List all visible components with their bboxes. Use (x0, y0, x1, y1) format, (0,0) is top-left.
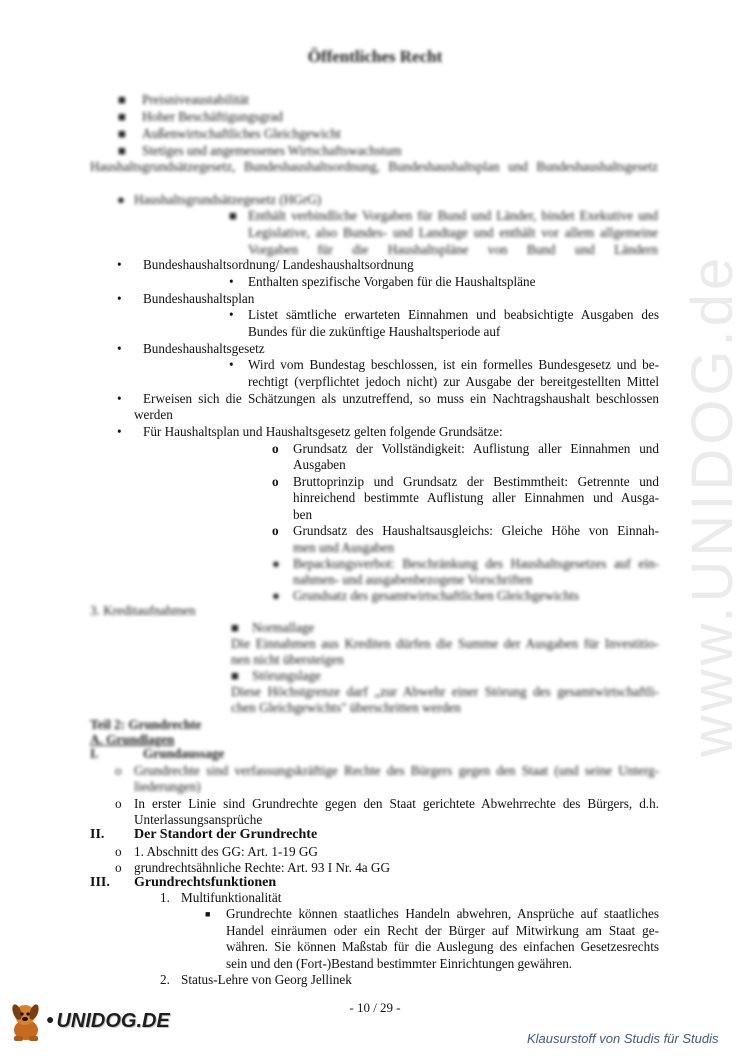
bullet-bhg-desc: • (229, 357, 234, 372)
list-item: Bundeshaushaltsplan (143, 291, 255, 306)
bullet-g5: ● (272, 588, 280, 603)
list-item: Bundes für die zukünftige Haushaltsperiode auf (248, 324, 501, 339)
bullet-standort-2: o (115, 860, 122, 875)
list-item: sein und den (Fort-)Bestand bestimmter Einrichtungen gewähren. (226, 956, 573, 971)
list-item: Diese Höchstgrenze darf „zur Abwehr einer Störung des gesamtwirtschaftli- (231, 684, 659, 699)
list-item: Störungslage (252, 668, 321, 683)
section-heading: Grundaussage (143, 746, 225, 761)
bullet-b4: ■ (118, 143, 126, 158)
list-item: rechtigt (verpflichtet jedoch nicht) zur Ausgabe der bereitgestellten Mittel (248, 374, 659, 389)
bullet-hgrg-desc: ■ (229, 208, 237, 223)
list-item: Hoher Beschäftigungsgrad (142, 109, 283, 124)
section-heading: Der Standort der Grundrechte (134, 827, 318, 842)
page-number: - 10 / 29 - (349, 1000, 401, 1015)
list-item: Grundrechte können staatliches Handeln abwehren, Ansprüche auf staatliches (226, 906, 659, 921)
bullet-g4: ● (272, 556, 280, 571)
list-item: Multifunktionalität (181, 890, 282, 905)
section-heading: 3. Kreditaufnahmen (90, 603, 196, 618)
list-item: Bundeshaushaltsordnung/ Landeshaushaltsordnung (143, 257, 414, 272)
bullet-stoer: ■ (231, 668, 239, 683)
list-item: Grundrechte sind verfassungskräftige Rechte des Bürgers gegen den Staat (und seine Unterg- (134, 763, 659, 778)
list-item: Haushaltsgrundsätzegesetz (HGrG) (134, 192, 322, 207)
list-item: nen nicht übersteigen (231, 652, 344, 667)
bullet-bhp-desc: • (229, 307, 234, 322)
list-item: Die Einnahmen aus Krediten dürfen die Summe der Ausgaben für Investitio- (231, 636, 659, 651)
roman-numeral: III. (90, 875, 110, 890)
section-heading: Grundrechtsfunktionen (134, 875, 277, 890)
dog-mascot-icon (8, 1000, 44, 1042)
list-item: Enthalten spezifische Vorgaben für die Haushaltspläne (248, 274, 536, 289)
bullet-g3: o (272, 523, 279, 538)
bullet-f1-desc: ■ (205, 909, 211, 919)
bullet-bhg: • (117, 341, 122, 356)
part-heading: Teil 2: Grundrechte (90, 717, 202, 732)
list-item: Grundsatz des Haushaltsausgleichs: Gleiche Höhe von Einnah- (293, 523, 659, 538)
list-item: Listet sämtliche erwarteten Einnahmen und beabsichtigte Ausgaben des (248, 307, 659, 322)
roman-numeral: II. (90, 827, 105, 842)
bullet-g1: o (272, 441, 279, 456)
list-item: Wird vom Bundestag beschlossen, ist ein formelles Bundesgesetz und be- (248, 357, 659, 372)
bullet-bhp: • (117, 291, 122, 306)
bullet-b1: ■ (118, 92, 126, 107)
list-item: Unterlassungsansprüche (134, 812, 263, 827)
list-item: Enthält verbindliche Vorgaben für Bund und Länder, bindet Exekutive und Legislative, also Bundes- und Landtage und enthält vor allem allgemeine Vorgaben für die Haushaltspläne von Bund und Ländern (248, 208, 658, 257)
list-item: In erster Linie sind Grundrechte gegen den Staat gerichtete Abwehrrechte des Bürgers, d.h. (134, 796, 659, 811)
list-item: Grundsatz der Vollständigkeit: Auflistung aller Einnahmen und (293, 441, 659, 456)
list-item: chen Gleichgewichts" überschritten werden (231, 700, 461, 715)
list-item: Handel einräumen oder ein Recht der Bürger auf Mitwirkung am Staat ge- (226, 923, 659, 938)
list-item: werden (134, 407, 173, 422)
bullet-abwehr: o (115, 796, 122, 811)
bullet-bho-desc: • (229, 274, 234, 289)
list-item: Status-Lehre von Georg Jellinek (181, 972, 352, 987)
page-title: Öffentliches Recht (307, 47, 443, 66)
list-item: Bruttoprinzip und Grundsatz der Bestimmtheit: Getrennte und (293, 474, 659, 489)
bullet-standort-1: o (115, 844, 122, 859)
list-item: Erweisen sich die Schätzungen als unzutreffend, so muss ein Nachtragshaushalt beschlossen (143, 391, 659, 406)
list-item: Stetiges und angemessenes Wirtschaftswachstum (142, 143, 402, 158)
section-heading: A. Grundlagen (90, 732, 175, 747)
list-item: Grundsatz des gesamtwirtschaftlichen Gleichgewichts (293, 588, 580, 603)
list-item: Außenwirtschaftliches Gleichgewicht (142, 126, 341, 141)
list-item: Bundeshaushaltsgesetz (143, 341, 265, 356)
watermark: www.UNIDOG.de (680, 253, 746, 757)
list-item: liederungen) (134, 779, 201, 794)
bullet-grundaussage: o (115, 763, 122, 778)
list-item: Preisniveaustabilität (142, 92, 249, 107)
bullet-b2: ■ (118, 109, 126, 124)
list-item: nahmen- und ausgabenbezogene Vorschriften (293, 572, 533, 587)
list-number: 1. (160, 890, 170, 905)
footer-slogan: Klausurstoff von Studis für Studis (527, 1031, 719, 1046)
bullet-b3: ■ (118, 126, 126, 141)
bullet-g2: o (272, 474, 279, 489)
list-item: hinreichend bestimmte Auflistung aller Einnahmen und Ausga- (293, 490, 659, 505)
bullet-normal: ■ (231, 620, 239, 635)
list-item: Für Haushaltsplan und Haushaltsgesetz gelten folgende Grundsätze: (143, 424, 503, 439)
bullet-bho: • (117, 257, 122, 272)
bullet-hgrg: ● (117, 192, 125, 207)
unidog-logo[interactable] (8, 1000, 170, 1042)
bullet-grundsaetze: • (117, 424, 122, 439)
roman-numeral: I. (90, 746, 99, 761)
list-item: Normallage (252, 620, 315, 635)
list-number: 2. (160, 972, 170, 987)
list-item: grundrechtsähnliche Rechte: Art. 93 I Nr. 4a GG (134, 860, 390, 875)
list-item: Haushaltsgrundsätzegesetz, Bundeshaushaltsordnung, Bundeshaushaltsplan und Bundeshaushaltsgesetz (90, 159, 658, 174)
logo-text: UNIDOG.DE (56, 1009, 170, 1032)
list-item: men und Ausgaben (293, 540, 395, 555)
list-item: Ausgaben (293, 457, 346, 472)
list-item: ben (293, 507, 313, 522)
bullet-nachtrag: • (117, 391, 122, 406)
list-item: Bepackungsverbot: Beschränkung des Haushaltsgesetzes auf ein- (293, 556, 659, 571)
list-item: währen. Sie können Maßstab für die Auslegung des einfachen Gesetzesrechts (226, 939, 659, 954)
paw-icon: ● (46, 1013, 55, 1028)
list-item: 1. Abschnitt des GG: Art. 1-19 GG (134, 844, 318, 859)
